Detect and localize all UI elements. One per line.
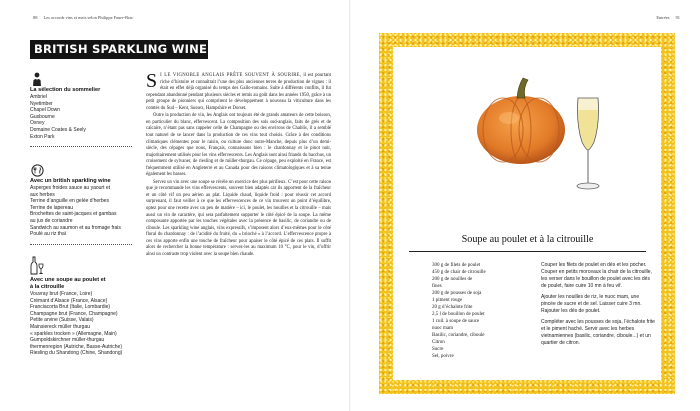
ingredient: 1 cuil. à soupe de sauce <box>432 319 480 324</box>
dish-pairing <box>30 277 132 357</box>
ingredient: 1 piment rouge <box>432 298 463 303</box>
divider <box>30 244 132 245</box>
list-item: Gusbourne <box>30 113 55 120</box>
ingredient: fines <box>432 284 442 289</box>
divider <box>30 146 132 147</box>
sommelier-selection <box>30 87 132 140</box>
chapter-title: BRITISH SPARKLING WINE <box>30 40 208 59</box>
ingredient: 200 g de pousses de soja <box>432 291 482 296</box>
page-gutter <box>349 0 351 411</box>
list-item: Gumpoldskirchner müller-thurgau <box>30 337 105 344</box>
sommelier-selection-title: La sélection du sommelier <box>30 87 101 93</box>
ingredient: Sucre <box>432 347 444 352</box>
list-item: thermenregion (Autriche, Basse-Autriche) <box>30 343 122 350</box>
recipe-step: Compléter avec les pousses de soja, l’échalote frite et le piment haché. Servir avec les herbes vietnamiennes (basilic, coriandre, ciboule...) et un quartier de citron. <box>541 319 655 346</box>
ingredient: 200 g de nouilles de <box>432 277 473 282</box>
list-item: Exton Park <box>30 133 55 140</box>
paragraph-text: il est pourtant riche d’histoire et connaîtrait l’une des plus anciennes terres de production de vignes : il était en effet déjà organisé du temps des Gallo-romains. Suite à différents conflits, il fut cependant abandonné pendant plusieurs siècles et remis au goût dans les années 1950, grâce à un petit groupe de pionniers qui comprirent le développement à nouveau la viticulture dans les comtés du Sud – Kent, Sussex, Hampshire et Dorset. <box>146 73 331 111</box>
pumpkin-illustration <box>473 72 569 168</box>
ingredient: Sel, poivre <box>432 354 454 359</box>
running-head-right <box>656 15 680 20</box>
list-item: Ambriel <box>30 94 47 100</box>
list-item: aux herbes <box>30 191 55 198</box>
list-item: Crémant d’Alsace (France, Alsace) <box>30 297 108 304</box>
ingredient: nuoc mam <box>432 326 453 331</box>
list-item: Petite arvine (Suisse, Valais) <box>30 317 94 324</box>
running-head-left <box>33 15 133 20</box>
recipe-title: Soupe au poulet et à la citrouille <box>461 234 594 245</box>
ingredient: Basilic, coriandre, ciboule <box>432 333 485 338</box>
paragraph <box>146 70 331 112</box>
recipe-title-rule <box>409 251 646 252</box>
list-item: Oxney <box>30 120 45 127</box>
ingredient: 2,5 l de bouillon de poulet <box>432 312 485 317</box>
list-item: « sparkles trocken » (Allemagne, Main) <box>30 330 117 337</box>
list-item: Vouvray brut (France, Loire) <box>30 291 93 297</box>
article-body <box>146 70 331 259</box>
list-item: Chapel Down <box>30 107 61 114</box>
dish-pairing-title-line-1: Avec une soupe au poulet et <box>30 277 106 283</box>
paragraph: Outre la production de vin, les Anglais ont toujours été de grands amateurs de cette boisson, en particulier du blanc, effervescent. La composition des sols sud-anglais, faits de grès et de calcaire, n’étant pas sans rappeler celle de Champagne ou des environs de Chablis, il a semblé tout naturel de se lancer dans la production de ces vins tout choisis. Grâce à des conditions climatiques clémentes pour le raisin, ou culture donc outre-Manche, depuis plus d’un demi-siècle, des cépages que nous, Français, connaissons bien : le chardonnay et le pinot noir, majoritairement utilisés pour les vins effervescents. Les Anglais sont ainsi friands du bacchus, un croisement de sylvaner, de riesling et de müller-thurgau. Ce cépage, peu exploité en France, est fréquemment utilisé en Angleterre et au Canada pour des raisons climatologiques et à sa tenue également les basses. <box>146 113 331 178</box>
fork-knife-icon <box>31 164 44 177</box>
ingredients-list <box>432 262 530 360</box>
list-item: Terrine de lapereau <box>30 204 74 211</box>
ingredient: 20 g d’échalote frite <box>432 305 473 310</box>
list-item: Mainsiereck müller thurgau <box>30 323 91 330</box>
list-item: Riesling du Shandong (Chine, Shandong) <box>30 350 123 357</box>
ingredient: 300 g de filets de poulet <box>432 263 481 268</box>
wine-pairing <box>30 178 132 238</box>
list-item: au jus de coriandre <box>30 217 73 224</box>
list-item: Domaine Coates & Seely <box>30 126 86 133</box>
book-title: Les accords vins et mets selon Philippe Faure-Brac <box>43 15 134 20</box>
wine-bottle-icon <box>30 256 44 275</box>
paragraph: Servez un vin avec une soupe se révèle un exercice des plus périlleux. C’est pour cette raison que je recommande les vins effervescents, souvent bien adaptés car ils apportent de la fraîcheur et un côté vif un peu aérien au plat. Liquide chaud, liquide froid : pour réussir cet accord surprenant, il faut veiller à ce que les effervescences de ce vin trouvent un point d’équilibre, optez pour une recette avec un peu de matière – ici, le poulet, les nouilles et la citrouille – mais aussi un vin de caractère, qui sera parfaitement supporter le côté épicé de la soupe. La même composante apportée par les touches végétales avec la présence de basilic, de coriandre ou de ciboule. Les sparkling wine anglais, vins expressifs, s’imposent alors d’eux-mêmes pour le côté floral du chardonnay : de l’acidité du fruité, du « brioché » à l’accord. L’effervescence propre à ces vins apporte enfin une touche de fraîcheur pour apaiser le côté épicé de ces plats. Il suffit alors de rechercher la bonne température : servez-les au maximum 10 °C, pour le vin, d’offrir ainsi un contraste trop violent avec la soupe bien chaude. <box>146 179 331 257</box>
list-item: Sandwich au saumon et au fromage frais <box>30 224 121 231</box>
list-item: Nyetimber <box>30 100 53 107</box>
list-item: Poulé au riz thaï <box>30 231 67 238</box>
ingredient: 450 g de chair de citrouille <box>432 270 486 275</box>
champagne-glass-illustration <box>573 96 603 192</box>
list-item: Brochettes de saint-jacques et gambas <box>30 211 117 218</box>
list-item: Franciacorta Brut (Italie, Lombardie) <box>30 304 111 311</box>
drop-cap: S <box>146 70 158 92</box>
recipe-step: Ajouter les nouilles de riz, le nuoc mam, une pincée de sucre et de sel. Laisser cuire 3 mn. Rajouter les dés de poulet. <box>541 294 642 314</box>
lead-in: I LE VIGNOBLE ANGLAIS PRÊTE SOUVENT À SOURIRE, <box>160 73 302 78</box>
ingredient: Citron <box>432 340 445 345</box>
page-number-right: 91 <box>675 15 680 20</box>
dish-pairing-title-line-2: à la citrouille <box>30 284 65 290</box>
sommelier-icon <box>32 72 42 86</box>
wine-pairing-title: Avec un british sparkling wine <box>30 178 111 184</box>
list-item: Asperges froides sauce au yaourt et <box>30 185 111 191</box>
list-item: Champagne brut (France, Champagne) <box>30 310 118 317</box>
page-number-left: 88 <box>33 15 38 20</box>
list-item: Terrine d’anguille en gelée d’herbes <box>30 198 109 205</box>
recipe-steps <box>541 262 655 351</box>
section-name: Entrées <box>656 15 670 20</box>
recipe-step: Couper les filets de poulet en dés et les pocher. Couper en petits morceaux la chair de la citrouille, les verser dans le bouillon de poulet avec les dés de poulet, faire cuire 10 mn à feu vif. <box>541 262 652 289</box>
